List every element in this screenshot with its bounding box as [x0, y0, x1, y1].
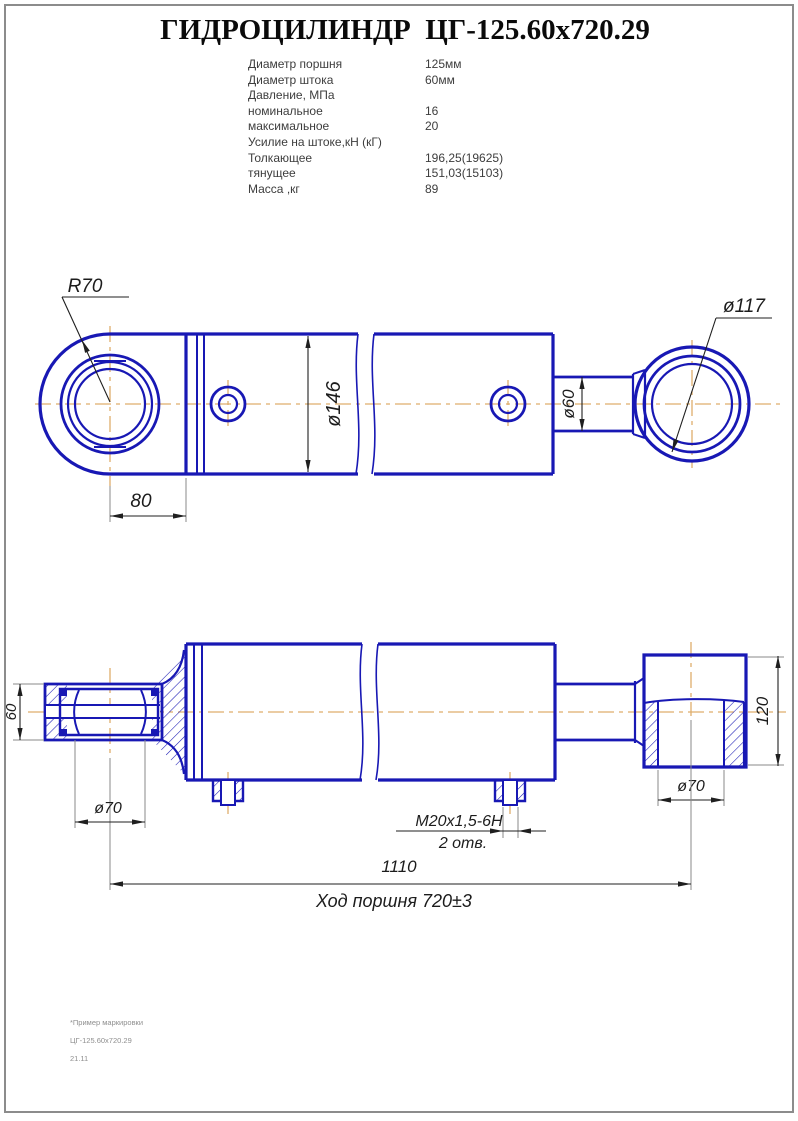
side-view-dimensions — [62, 276, 772, 522]
section-view-dimensions — [3, 656, 784, 911]
dim-head-thread-diameter: ø70 — [677, 778, 705, 795]
marking-footnote — [70, 1014, 143, 1068]
spec-value: 151,03(15103) — [425, 166, 504, 181]
spec-value: 16 — [425, 103, 439, 118]
spec-value: 125мм — [425, 57, 462, 71]
drawing-title: ГИДРОЦИЛИНДР ЦГ-125.60х720.29 — [160, 14, 650, 46]
footnote-line: 21.11 — [70, 1054, 89, 1063]
dim-port-thread: M20x1,5-6H — [415, 813, 503, 830]
section-view — [3, 642, 786, 911]
spec-label: тянущее — [248, 166, 296, 181]
spec-label: Диаметр штока — [248, 72, 334, 87]
spec-label: Масса ,кг — [248, 181, 300, 196]
spec-label: Диаметр поршня — [248, 57, 343, 71]
dim-rod-eye-diameter: ø117 — [723, 296, 765, 317]
spec-value: 89 — [425, 181, 439, 196]
spec-value: 196,25(19625) — [425, 150, 504, 165]
dim-rod-diameter: ø60 — [559, 389, 578, 419]
dim-overall-length: 1110 — [381, 857, 417, 876]
dim-head-height: 120 — [753, 696, 772, 726]
spec-label: максимальное — [248, 119, 330, 134]
section-view-outline — [45, 644, 746, 805]
spec-label: Давление, МПа — [248, 88, 335, 103]
dim-eye-height: 60 — [3, 703, 20, 721]
spec-value: 60мм — [425, 72, 455, 87]
dim-eye-radius: R70 — [67, 276, 103, 297]
spec-label: Усилие на штоке,кН (кГ) — [248, 134, 382, 149]
section-view-centerlines — [28, 642, 786, 814]
spec-value: 20 — [425, 119, 439, 134]
dim-pin-bore: ø70 — [94, 800, 122, 817]
dim-port-count: 2 отв. — [438, 835, 488, 852]
footnote-line: *Пример маркировки — [70, 1018, 144, 1027]
dim-body-diameter: ø146 — [323, 381, 345, 427]
spec-label: номинальное — [248, 103, 323, 118]
side-view — [35, 276, 782, 522]
dim-eye-width: 80 — [130, 491, 152, 512]
footnote-line: ЦГ-125.60х720.29 — [70, 1036, 132, 1045]
dim-stroke-note: Ход поршня 720±3 — [316, 891, 472, 911]
spec-label: Толкающее — [248, 150, 313, 165]
